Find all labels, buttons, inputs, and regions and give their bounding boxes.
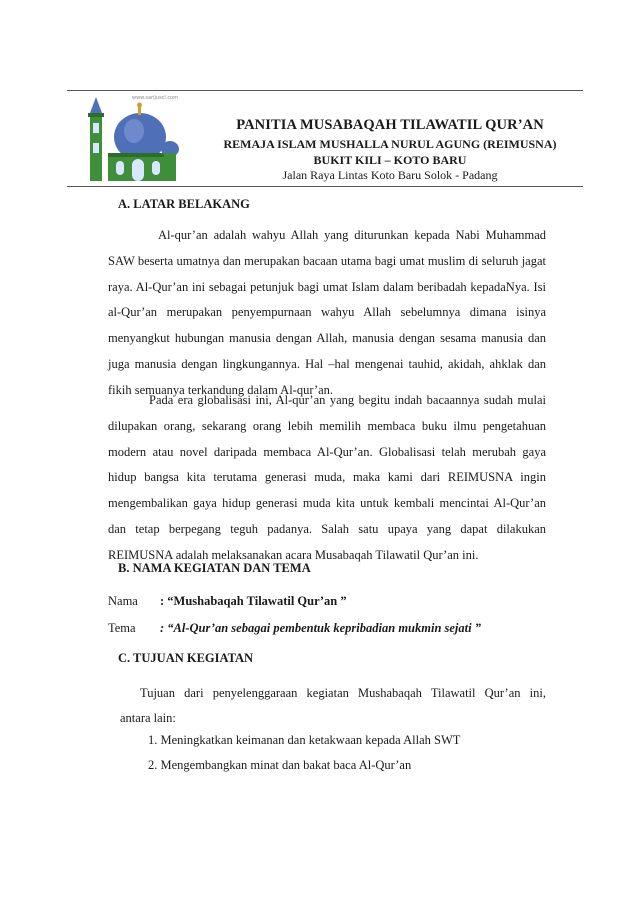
nama-label: Nama	[108, 594, 138, 608]
address-line: Jalan Raya Lintas Koto Baru Solok - Padang	[282, 168, 498, 182]
mosque-logo	[84, 93, 194, 185]
location-name: BUKIT KILI – KOTO BARU	[313, 153, 467, 167]
tema-label: Tema	[108, 621, 136, 635]
header-top-rule	[67, 90, 583, 91]
section-c-intro-line-2: antara lain:	[120, 711, 176, 725]
section-c-intro-line-1	[140, 686, 546, 701]
committee-title: PANITIA MUSABAQAH TILAWATIL QUR’AN	[236, 117, 544, 133]
section-b-heading: B. NAMA KEGIATAN DAN TEMA	[118, 561, 311, 575]
paragraph-2-text: Pada era globalisasi ini, Al-qur’an yang begitu indah bacaannya sudah mulai dilupakan orang, sekarang orang lebih memilih membaca buku ilmu pengetahuan modern atau novel daripada membaca Al-Qur’an. Globalisasi telah merubah gaya hidup bangsa kita terutama generasi muda, maka kami dari REIMUSNA ingin mengembalikan gaya hidup generasi muda kita untuk kembali mencintai Al-Qur’an dan tetap berpegang teguh padanya. Salah satu upaya yang dapat dilakukan REIMUSNA adalah melaksanakan acara Musabaqah Tilawatil Qur’an ini.	[108, 393, 546, 562]
paragraph-1-text: Al-qur’an adalah wahyu Allah yang diturunkan kepada Nabi Muhammad SAW beserta umatnya dan merupakan bacaan utama bagi umat muslim di seluruh jagat raya. Al-Qur’an ini sebagai petunjuk bagi umat Islam dalam beribadah kepadaNya. Isi al-Qur’an merupakan penyempurnaan wahyu Allah sebelumnya dimana isinya menyangkut hubungan manusia dengan Allah, manusia dengan sesama manusia dan juga manusia dengan lingkungannya. Hal –hal mengenai tauhid, akidah, ahklak dan fikih semuanya terkandung dalam Al-qur’an.	[108, 228, 546, 397]
section-a-paragraph-2	[108, 388, 546, 569]
section-a-heading: A. LATAR BELAKANG	[118, 197, 250, 211]
header-bottom-rule	[67, 186, 583, 187]
intro-line-1-text: Tujuan dari penyelenggaraan kegiatan Mushabaqah Tilawatil Qur’an ini,	[140, 686, 546, 700]
section-a-paragraph-1	[108, 223, 546, 404]
list-item: 2. Mengembangkan minat dan bakat baca Al-Qur’an	[148, 758, 412, 772]
section-c-heading: C. TUJUAN KEGIATAN	[118, 651, 254, 665]
mosque-icon	[84, 93, 194, 185]
tema-value: : “Al-Qur’an sebagai pembentuk kepribadian mukmin sejati ”	[160, 621, 481, 635]
organization-name: REMAJA ISLAM MUSHALLA NURUL AGUNG (REIMUSNA)	[223, 137, 557, 151]
nama-value: : “Mushabaqah Tilawatil Qur’an ”	[160, 594, 347, 608]
list-item: 1. Meningkatkan keimanan dan ketakwaan kepada Allah SWT	[148, 733, 461, 747]
logo-website-text: www.sarijuscl.com	[132, 95, 179, 101]
